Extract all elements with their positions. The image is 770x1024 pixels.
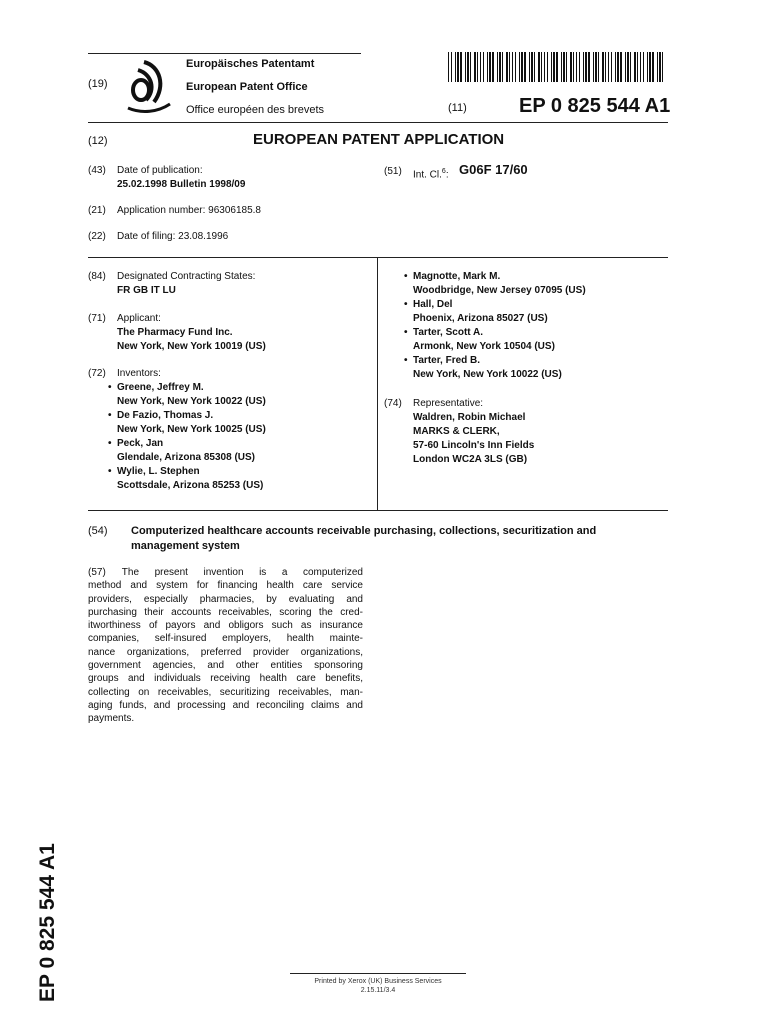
- barcode-bar: [556, 52, 558, 82]
- barcode-bar: [451, 52, 452, 82]
- code-57: (57): [88, 567, 106, 578]
- inventor-name: • Peck, Jan: [117, 437, 266, 451]
- barcode-bar: [617, 52, 619, 82]
- barcode-bar: [593, 52, 594, 82]
- code-12: (12): [88, 135, 108, 147]
- abstract-line: collecting on receivables, securitizing receivables, man-: [88, 686, 363, 698]
- barcode-bar: [637, 52, 638, 82]
- abstract-line: aging funds, and processing and reconciling claims and: [88, 699, 363, 711]
- code-54: (54): [88, 525, 108, 537]
- barcode-bar: [643, 52, 644, 82]
- barcode-bar: [608, 52, 609, 82]
- barcode-bar: [625, 52, 626, 82]
- barcode-bar: [583, 52, 584, 82]
- inventor-name: • Tarter, Fred B.: [413, 354, 586, 368]
- pub-date-value: 25.02.1998 Bulletin 1998/09: [117, 179, 246, 190]
- barcode-bar: [509, 52, 510, 82]
- barcode-bar: [634, 52, 636, 82]
- barcode-bar: [483, 52, 484, 82]
- applicant-label: Applicant:: [117, 313, 161, 324]
- barcode-bar: [563, 52, 565, 82]
- barcode-bar: [465, 52, 466, 82]
- inventor-address: Glendale, Arizona 85308 (US): [117, 452, 256, 463]
- int-cl-sup: 6: [441, 168, 446, 175]
- int-cl-value: G06F 17/60: [459, 162, 528, 177]
- code-22: (22): [88, 231, 106, 242]
- inventor-address: Scottsdale, Arizona 85253 (US): [117, 480, 264, 491]
- code-19: (19): [88, 78, 108, 90]
- code-21: (21): [88, 205, 106, 216]
- barcode-bar: [649, 52, 651, 82]
- barcode-bar: [506, 52, 508, 82]
- barcode-bar: [579, 52, 580, 82]
- barcode-bar: [499, 52, 501, 82]
- barcode-bar: [477, 52, 478, 82]
- barcode-bar: [652, 52, 654, 82]
- abstract-line: method and system for financing health care service: [88, 580, 363, 592]
- abstract: [88, 566, 363, 726]
- inventor-address: Armonk, New York 10504 (US): [413, 341, 555, 352]
- barcode-bar: [640, 52, 641, 82]
- barcode-bar: [551, 52, 552, 82]
- inventor-address: Woodbridge, New Jersey 07095 (US): [413, 285, 586, 296]
- barcode-bar: [512, 52, 513, 82]
- barcode-bar: [662, 52, 663, 82]
- abstract-line: payments.: [88, 713, 135, 725]
- barcode-bar: [524, 52, 526, 82]
- barcode-bar: [515, 52, 516, 82]
- application-number: Application number: 96306185.8: [117, 205, 261, 216]
- barcode: [448, 52, 668, 82]
- applicant-address: New York, New York 10019 (US): [117, 341, 266, 352]
- code-43: (43): [88, 165, 106, 176]
- code-71: (71): [88, 313, 106, 324]
- document-type: EUROPEAN PATENT APPLICATION: [253, 131, 505, 148]
- title-line: Computerized healthcare accounts receivable purchasing, collections, securitization and: [131, 525, 597, 537]
- biblio-top-rule: [88, 257, 668, 258]
- barcode-bar: [615, 52, 616, 82]
- barcode-bar: [570, 52, 572, 82]
- abstract-line: groups and individuals receiving health care benefits,: [88, 673, 363, 685]
- barcode-bar: [605, 52, 606, 82]
- code-84: (84): [88, 271, 106, 282]
- barcode-bar: [547, 52, 548, 82]
- barcode-bar: [470, 52, 471, 82]
- barcode-bar: [602, 52, 604, 82]
- code-51: (51): [384, 166, 402, 177]
- barcode-bar: [529, 52, 530, 82]
- barcode-bar: [474, 52, 476, 82]
- barcode-bar: [657, 52, 658, 82]
- side-publication-number: EP 0 825 544 A1: [36, 843, 59, 1002]
- barcode-bar: [585, 52, 587, 82]
- abstract-line: government agencies, and other entities sponsoring: [88, 660, 363, 672]
- inventor-address: New York, New York 10025 (US): [117, 424, 266, 435]
- pub-date-label: Date of publication:: [117, 165, 203, 176]
- inventor-name: • Magnotte, Mark M.: [413, 270, 586, 284]
- title-line: management system: [131, 540, 240, 552]
- representative: [413, 397, 534, 467]
- office-name-de: Europäisches Patentamt: [186, 58, 315, 70]
- inventors-label: Inventors:: [117, 368, 161, 379]
- biblio-divider: [377, 257, 378, 511]
- barcode-bar: [576, 52, 577, 82]
- abstract-line: nance organizations, preferred provider organizations,: [88, 646, 363, 658]
- barcode-bar: [538, 52, 540, 82]
- inventor-name: • Greene, Jeffrey M.: [117, 381, 266, 395]
- int-cl: Int. Cl.$^6$:: [413, 168, 449, 181]
- invention-title: [131, 524, 596, 554]
- code-11: (11): [448, 102, 467, 114]
- barcode-bar: [659, 52, 661, 82]
- barcode-bar: [588, 52, 590, 82]
- code-74: (74): [384, 398, 402, 409]
- barcode-bar: [566, 52, 567, 82]
- barcode-bar: [455, 52, 456, 82]
- barcode-bar: [541, 52, 542, 82]
- printer-note: Printed by Xerox (UK) Business Services: [314, 978, 442, 985]
- barcode-bar: [519, 52, 520, 82]
- inventor-list-right: [413, 270, 586, 382]
- barcode-bar: [630, 52, 631, 82]
- states-value: FR GB IT LU: [117, 285, 176, 296]
- int-cl-label: Int. Cl.: [413, 169, 442, 181]
- states-label: Designated Contracting States:: [117, 271, 256, 282]
- inventor-address: New York, New York 10022 (US): [117, 396, 266, 407]
- barcode-bar: [561, 52, 562, 82]
- barcode-bar: [544, 52, 545, 82]
- barcode-bar: [497, 52, 498, 82]
- inventor-name: • Wylie, L. Stephen: [117, 465, 266, 479]
- header-bottom-rule: [88, 122, 668, 123]
- abstract-line: The present invention is a computerized: [121, 567, 363, 578]
- inventor-list-left: [117, 381, 266, 493]
- barcode-bar: [553, 52, 555, 82]
- publication-number: EP 0 825 544 A1: [519, 95, 671, 117]
- abstract-line: companies, self-insured employers, health mainte-: [88, 633, 363, 645]
- barcode-bar: [492, 52, 494, 82]
- footer: [290, 977, 466, 995]
- barcode-bar: [611, 52, 612, 82]
- designated-states: [117, 270, 255, 298]
- barcode-bar: [647, 52, 648, 82]
- epo-logo-icon: [124, 56, 174, 116]
- code-72: (72): [88, 368, 106, 379]
- inventor-name: • Hall, Del: [413, 298, 586, 312]
- barcode-bar: [534, 52, 535, 82]
- footer-rule: [290, 973, 466, 974]
- barcode-bar: [573, 52, 574, 82]
- representative-label: Representative:: [413, 398, 484, 409]
- barcode-bar: [457, 52, 459, 82]
- barcode-bar: [489, 52, 491, 82]
- filing-date: Date of filing: 23.08.1996: [117, 231, 229, 242]
- biblio-bottom-rule: [88, 510, 668, 511]
- barcode-bar: [467, 52, 469, 82]
- inventor-address: Phoenix, Arizona 85027 (US): [413, 313, 548, 324]
- applicant: [117, 312, 266, 354]
- header-top-rule: [88, 53, 361, 54]
- representative-line: 57-60 Lincoln's Inn Fields: [413, 440, 535, 451]
- applicant-name: The Pharmacy Fund Inc.: [117, 327, 233, 338]
- barcode-bar: [480, 52, 481, 82]
- abstract-line: purchasing their accounts receivables, scoring the cred-: [88, 606, 363, 618]
- barcode-bar: [448, 52, 449, 82]
- barcode-bar: [531, 52, 533, 82]
- barcode-bar: [598, 52, 599, 82]
- representative-line: MARKS & CLERK,: [413, 426, 500, 437]
- barcode-bar: [502, 52, 503, 82]
- inventor-address: New York, New York 10022 (US): [413, 369, 562, 380]
- abstract-line: itworthiness of payors and obligors such as insurance: [88, 620, 363, 632]
- representative-line: Waldren, Robin Michael: [413, 412, 526, 423]
- office-name-fr: Office européen des brevets: [186, 104, 324, 116]
- representative-line: London WC2A 3LS (GB): [413, 454, 528, 465]
- barcode-bar: [627, 52, 629, 82]
- inventor-name: • Tarter, Scott A.: [413, 326, 586, 340]
- barcode-bar: [460, 52, 462, 82]
- abstract-line: providers, especially pharmacies, by evaluating and: [88, 593, 363, 605]
- barcode-bar: [487, 52, 488, 82]
- barcode-bar: [595, 52, 597, 82]
- print-code: 2.15.11/3.4: [360, 987, 396, 994]
- barcode-bar: [521, 52, 523, 82]
- barcode-bar: [620, 52, 622, 82]
- inventor-name: • De Fazio, Thomas J.: [117, 409, 266, 423]
- office-name-en: European Patent Office: [186, 81, 308, 93]
